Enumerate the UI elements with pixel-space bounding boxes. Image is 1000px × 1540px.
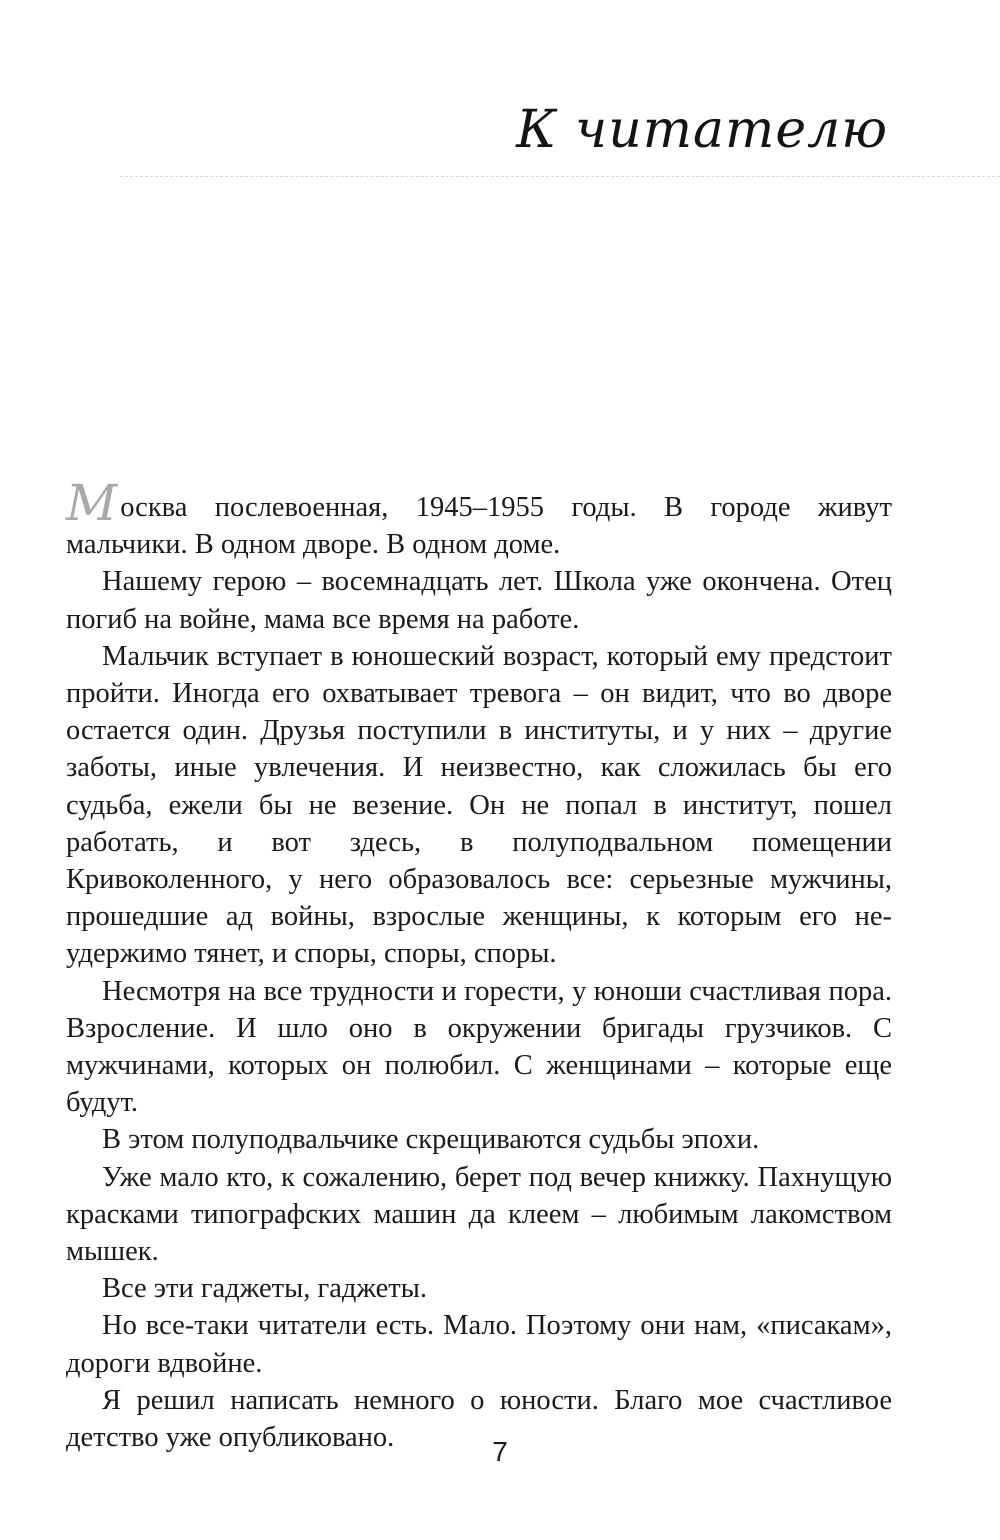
title-divider: [120, 176, 1000, 177]
body-text: [66, 474, 892, 1456]
drop-cap: М: [66, 474, 118, 532]
paragraph-9: Я решил написать немного о юности. Благо мое счастливое детство уже опубликовано.: [66, 1384, 892, 1454]
page-number: 7: [492, 1436, 508, 1467]
paragraph-8: Но все-таки читатели есть. Мало. Поэтому они нам, «писакам», дороги вдвойне.: [66, 1310, 892, 1379]
paragraph-4: Несмотря на все трудности и горести, у юноши счастливая пора. Взросление. И шло оно в окружении бригады грузчиков. С мужчинами, которых он полюбил. С женщинами – которые еще будут.: [66, 975, 892, 1119]
paragraph-1-text: осква послевоенная, 1945–1955 годы. В городе живут мальчики. В одном дворе. В одном доме.: [66, 492, 892, 561]
paragraph-1: [66, 474, 892, 563]
chapter-title: К читателю: [516, 100, 888, 160]
paragraph-5: В этом полуподвальчике скрещиваются судьбы эпохи.: [102, 1124, 760, 1156]
paragraph-2: Нашему герою – восемнадцать лет. Школа уже окончена. Отец погиб на войне, мама все время на работе.: [66, 566, 892, 635]
paragraph-6: Уже мало кто, к сожалению, берет под вечер книжку. Пахнущую красками типографских машин да клеем – любимым лакомством мышек.: [66, 1161, 892, 1268]
paragraph-7: Все эти гаджеты, гаджеты.: [102, 1273, 428, 1305]
paragraph-3: Мальчик вступает в юношеский возраст, который ему предстоит пройти. Иногда его охватывает тревога – он видит, что во дворе остается один. Друзья поступили в институты, и у них – другие заботы, иные увлечения. И неизвестно, как сложилась бы его судьба, ежели бы не везение. Он не попал в институт, пошел работать, и вот здесь, в полуподвальном помещении Кривоколенного, у него образовалось все: серьезные мужчины, прошедшие ад войны, взрослые женщины, к которым его неудержимо тянет, и споры, споры, споры.: [66, 640, 892, 970]
